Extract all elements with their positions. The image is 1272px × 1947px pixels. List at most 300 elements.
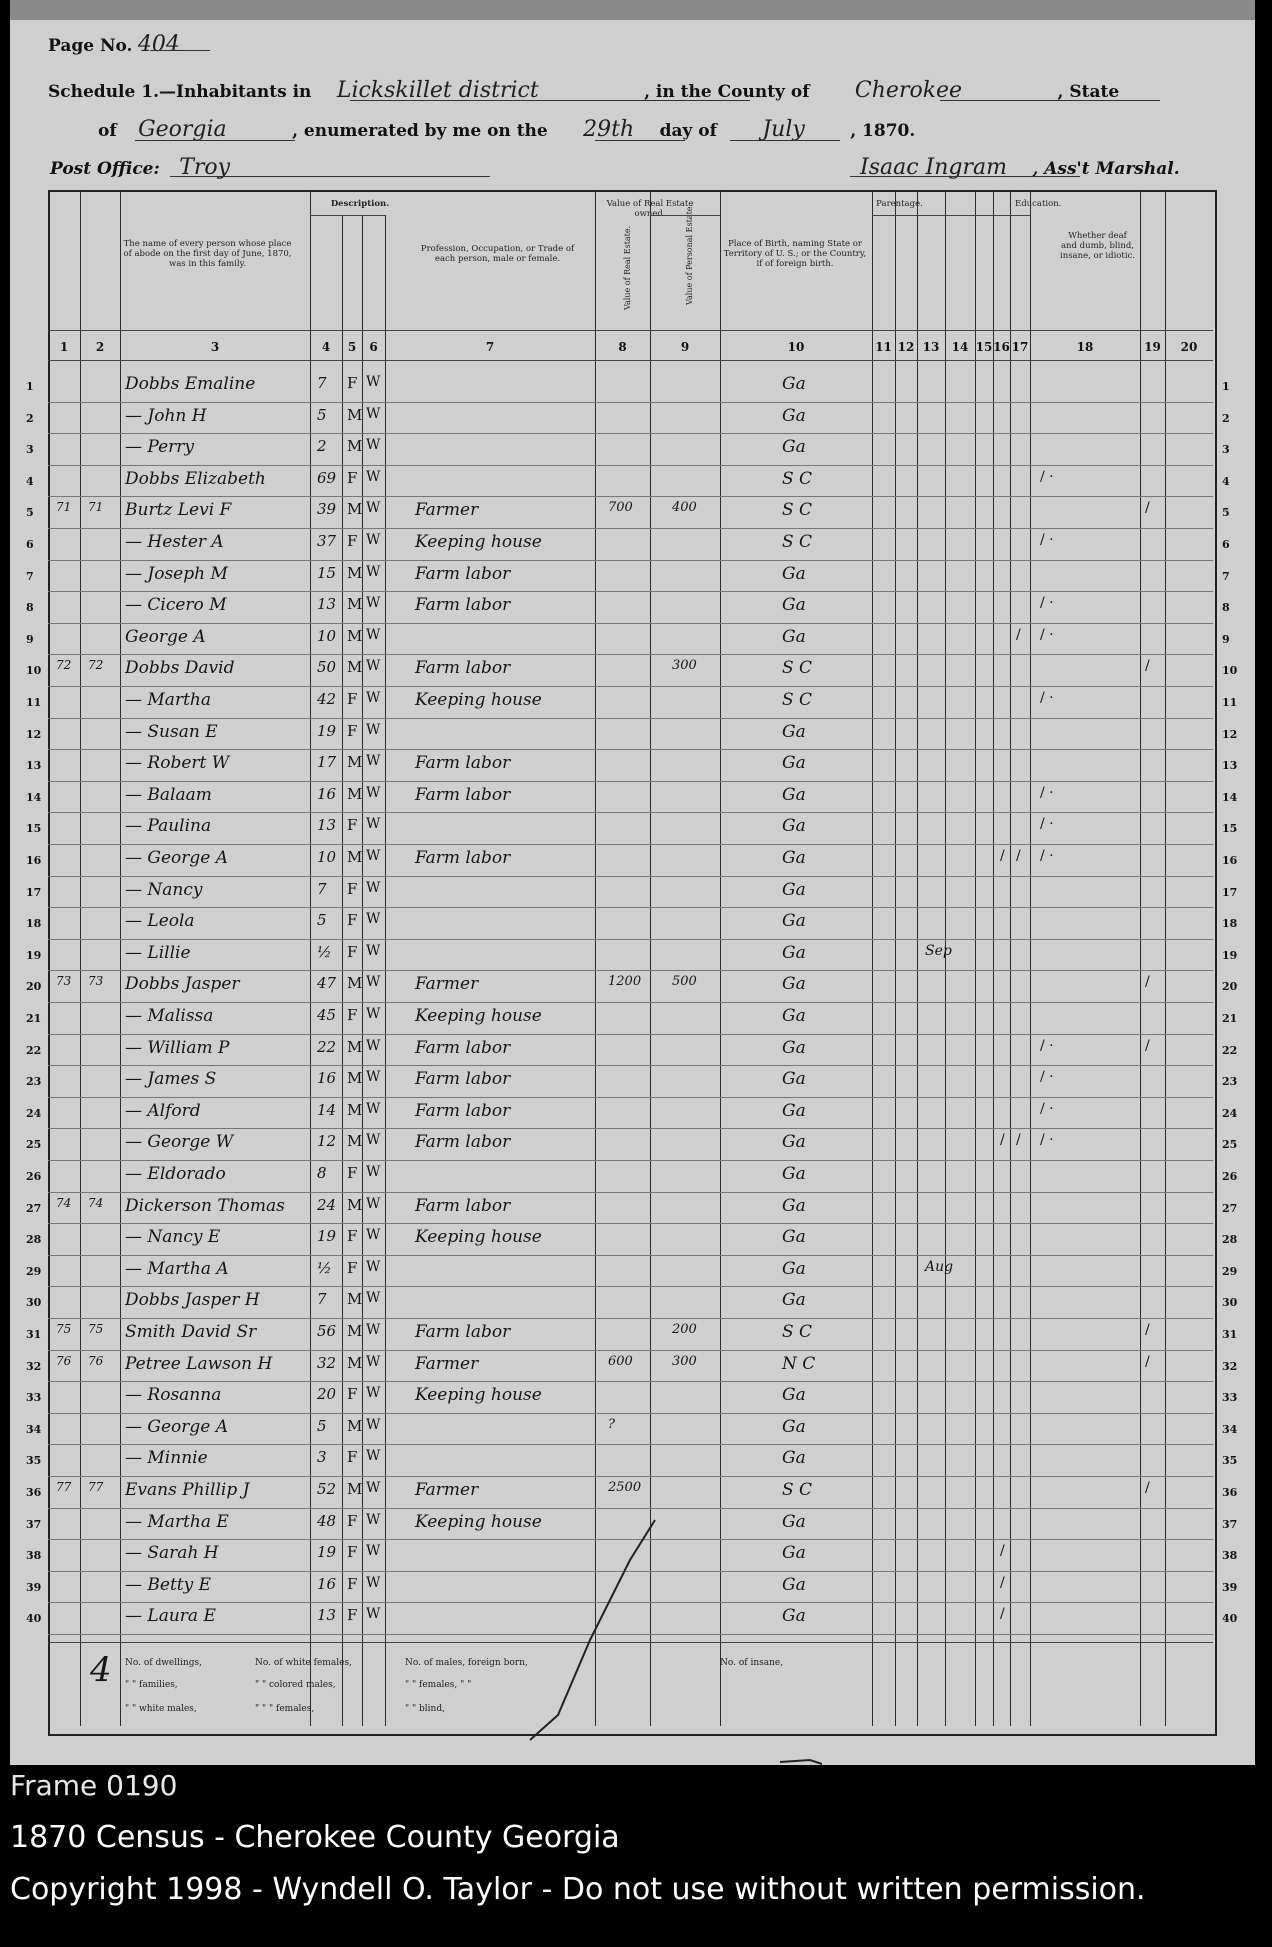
person-occupation: Farmer [415,974,479,995]
line-number-right: 4 [1222,474,1230,488]
line-number-left: 18 [26,917,42,931]
person-sex: F [347,911,358,930]
line-number-left: 12 [26,727,42,741]
person-color: W [366,1100,381,1117]
birthplace: Ga [782,405,806,426]
birthplace: N C [782,1353,816,1374]
person-sex: M [347,848,363,866]
person-age: 5 [317,405,327,424]
mark-col-17: / · [1040,1132,1054,1149]
real-estate-value: 2500 [608,1480,642,1495]
line-number-right: 29 [1222,1264,1238,1278]
person-sex: M [347,500,363,519]
line-number-left: 13 [26,759,42,773]
mark-col-19: / [1145,658,1150,675]
family-number: 72 [88,658,104,673]
line-number-right: 11 [1222,696,1238,709]
line-number-left: 1 [26,380,34,393]
birthplace: S C [782,690,813,710]
person-name: — Hester A [125,532,224,552]
person-color: W [366,1385,381,1402]
person-occupation: Farm labor [415,563,511,584]
schedule-label: Schedule 1.—Inhabitants in [48,82,312,102]
line-number-right: 12 [1222,727,1238,741]
birthplace: Ga [782,848,806,868]
real-estate-value: ? [608,1416,615,1432]
person-sex: F [347,1543,358,1562]
line-number-right: 33 [1222,1391,1238,1405]
person-color: W [366,374,381,390]
person-color: W [366,500,381,517]
person-sex: M [347,658,363,677]
birthplace: Ga [782,1574,806,1595]
mark-col-15: / [1000,1606,1005,1623]
line-number-left: 33 [26,1391,42,1405]
person-sex: F [347,1385,358,1404]
mark-col-19: / [1145,1480,1150,1496]
line-number-right: 22 [1222,1043,1238,1057]
month-value: July [762,117,805,142]
line-number-right: 40 [1222,1612,1238,1626]
birthplace: Ga [782,1006,806,1026]
birthplace: Ga [782,1416,806,1437]
person-age: 50 [317,658,337,677]
line-number-left: 26 [26,1170,42,1183]
mark-col-15: / [1000,1543,1005,1560]
summary-white-males: " " white males, [125,1704,197,1714]
birthplace: Ga [782,1069,806,1090]
enumerated-label: , enumerated by me on the [292,121,548,141]
person-sex: M [347,1132,363,1151]
year-label: , 1870. [850,121,916,141]
person-occupation: Farm labor [415,658,511,679]
district-value: Lickskillet district [336,78,539,103]
birthplace: Ga [782,595,806,616]
mark-col-15: / [1000,848,1005,864]
dwelling-number: 71 [56,500,72,515]
person-color: W [366,1543,381,1560]
person-color: W [366,1480,381,1496]
column-number: 1 [59,340,69,354]
person-occupation: Farm labor [415,784,511,805]
person-name: — James S [125,1069,217,1090]
summary-foreign-females: " " females, " " [405,1680,472,1690]
line-number-left: 23 [26,1075,42,1089]
person-sex: F [347,1164,358,1182]
column-number: 19 [1144,340,1161,354]
person-age: 16 [317,784,337,803]
line-number-left: 31 [26,1328,42,1341]
person-occupation: Farm labor [415,1037,511,1058]
person-color: W [366,1006,381,1022]
line-number-left: 34 [26,1422,42,1436]
occupation-column-header: Profession, Occupation, or Trade of each person, male or female. [420,244,575,264]
column-number: 3 [210,340,220,354]
person-name: Dickerson Thomas [125,1195,285,1216]
person-color: W [366,1353,381,1370]
birthplace: Ga [782,1258,806,1279]
birthplace: Ga [782,974,806,995]
person-sex: F [347,816,358,835]
person-age: 14 [317,1100,337,1119]
line-number-left: 22 [26,1043,42,1057]
line-number-right: 30 [1222,1296,1238,1310]
column-number: 9 [680,340,690,354]
column-number: 8 [618,340,627,354]
line-number-left: 29 [26,1264,42,1278]
person-sex: F [347,374,358,392]
person-name: — Eldorado [125,1164,226,1184]
birthplace: S C [782,468,813,489]
line-number-left: 7 [26,569,34,583]
person-sex: M [347,1322,363,1340]
line-number-left: 4 [26,474,34,488]
line-number-right: 9 [1222,632,1230,646]
summary-colored-males: " " colored males, [255,1680,336,1690]
birthplace: Ga [782,721,806,742]
person-name: — Minnie [125,1448,208,1469]
line-number-right: 19 [1222,948,1238,962]
person-name: — Sarah H [125,1543,219,1564]
mark-col-19: / [1145,500,1150,517]
column-number: 11 [875,340,892,354]
line-number-left: 19 [26,948,42,962]
caption-block [10,1760,1260,1916]
person-sex: M [347,1069,363,1088]
person-name: — Nancy [125,879,203,900]
dwelling-number: 73 [56,974,72,989]
birthplace: Ga [782,1164,806,1184]
person-name: — Perry [125,437,194,458]
person-age: 16 [317,1574,337,1593]
person-occupation: Farmer [415,500,479,521]
person-age: 2 [317,437,327,456]
person-occupation: Keeping house [415,1385,542,1406]
person-occupation: Farm labor [415,1069,511,1090]
person-age: 15 [317,563,337,582]
deaf-column-header: Whether deaf and dumb, blind, insane, or idiotic. [1060,231,1136,261]
person-color: W [366,784,381,801]
person-occupation: Farm labor [415,753,511,774]
line-number-right: 24 [1222,1106,1238,1120]
mark-col-17: / · [1040,626,1054,643]
line-number-right: 26 [1222,1170,1238,1183]
mark-col-17: / · [1040,784,1054,801]
person-sex: M [347,1416,363,1435]
person-name: Smith David Sr [125,1322,257,1342]
person-color: W [366,1574,381,1591]
person-name: Dobbs Elizabeth [125,468,266,489]
line-number-right: 17 [1222,885,1238,899]
line-number-left: 30 [26,1296,42,1310]
line-number-left: 5 [26,506,34,520]
line-number-right: 36 [1222,1486,1238,1499]
birthplace: S C [782,1322,813,1342]
birthplace: Ga [782,784,806,805]
person-color: W [366,1037,381,1054]
census-title: 1870 Census - Cherokee County Georgia [10,1820,620,1855]
value-column-header: Value of Real Estate owned. [606,199,694,219]
line-number-right: 21 [1222,1012,1238,1025]
birthplace: Ga [782,563,806,584]
person-name: — George W [125,1132,234,1153]
line-number-left: 24 [26,1106,42,1120]
marshal-name: Isaac Ingram [860,155,1007,180]
column-number: 10 [787,340,805,354]
person-age: 19 [317,721,337,740]
line-number-left: 11 [26,696,42,709]
person-sex: M [347,1037,363,1056]
person-color: W [366,1258,381,1275]
person-color: W [366,816,381,833]
line-number-right: 7 [1222,569,1230,583]
line-number-right: 37 [1222,1517,1238,1531]
person-color: W [366,468,381,485]
person-name: — Balaam [125,784,212,805]
line-number-right: 15 [1222,822,1238,836]
mark-col-19: / [1145,1353,1150,1370]
mark-col-16: / [1016,1132,1021,1149]
person-sex: F [347,1227,358,1246]
birthplace: Ga [782,437,806,458]
line-number-left: 6 [26,538,34,551]
person-age: ½ [317,1258,332,1277]
person-name: — William P [125,1037,230,1058]
column-number: 20 [1180,340,1198,354]
person-color: W [366,879,381,896]
day-label: day of [659,121,717,141]
person-sex: M [347,1290,363,1309]
person-sex: F [347,721,358,740]
line-number-right: 25 [1222,1138,1238,1152]
birthplace: Ga [782,1195,806,1216]
mark-col-15: / [1000,1132,1005,1149]
person-name: — Robert W [125,753,230,774]
person-sex: M [347,563,363,582]
birthplace: S C [782,532,813,552]
mark-col-19: / [1145,1322,1150,1338]
person-name: Petree Lawson H [125,1353,273,1374]
person-occupation: Farm labor [415,848,511,868]
person-age: 47 [317,974,337,993]
birthplace: S C [782,500,813,521]
person-name: — Malissa [125,1006,214,1026]
personal-estate-value: 200 [672,1322,697,1337]
summary-blind: " " blind, [405,1704,445,1714]
line-number-left: 17 [26,885,42,899]
person-occupation: Farmer [415,1353,479,1374]
birthplace: Ga [782,1100,806,1121]
birth-month-mark: Aug [925,1258,954,1275]
person-sex: M [347,595,363,614]
state-value: Georgia [138,117,227,142]
state-label: , State [1057,82,1120,102]
personal-estate-value: 500 [672,974,697,990]
birthplace: Ga [782,1385,806,1406]
frame-label: Frame 0190 [10,1769,178,1802]
line-number-right: 32 [1222,1359,1238,1373]
person-sex: F [347,690,358,708]
family-number: 74 [88,1195,104,1210]
line-number-right: 8 [1222,601,1230,615]
person-age: 12 [317,1132,337,1151]
dwelling-number: 77 [56,1480,72,1494]
birthplace: Ga [782,753,806,774]
birthplace: Ga [782,816,806,837]
person-age: 10 [317,626,337,645]
column-number: 15 [975,340,993,354]
line-number-left: 15 [26,822,42,836]
person-color: W [366,1132,381,1149]
person-age: 10 [317,848,337,866]
birthplace: S C [782,658,813,679]
line-number-right: 31 [1222,1328,1238,1341]
dwelling-number: 75 [56,1322,72,1336]
person-sex: M [347,974,363,993]
line-number-right: 5 [1222,506,1230,520]
person-age: 17 [317,753,337,772]
person-occupation: Farm labor [415,1132,511,1153]
person-age: 24 [317,1195,337,1214]
person-occupation: Keeping house [415,1511,542,1532]
person-age: 42 [317,690,337,708]
birthplace: Ga [782,1132,806,1153]
mark-col-17: / · [1040,848,1054,864]
line-number-right: 1 [1222,380,1230,393]
person-name: — Joseph M [125,563,228,584]
person-color: W [366,1511,381,1528]
person-name: George A [125,626,206,647]
family-number: 75 [88,1322,104,1336]
person-age: 32 [317,1353,337,1372]
person-name: — Rosanna [125,1385,222,1406]
person-age: 7 [317,374,327,392]
person-name: — Cicero M [125,595,227,616]
mark-col-19: / [1145,974,1150,991]
personal-estate-value: 400 [672,500,697,516]
person-color: W [366,753,381,770]
person-color: W [366,563,381,580]
copyright-notice: Copyright 1998 - Wyndell O. Taylor - Do not use without written permission. [10,1872,1146,1907]
marshal-label: , Ass't Marshal. [1032,159,1180,179]
person-color: W [366,1069,381,1086]
person-occupation: Farm labor [415,1195,511,1216]
person-name: — George A [125,848,229,868]
person-name: — Martha A [125,1258,229,1279]
mark-col-16: / [1016,848,1021,864]
person-color: W [366,595,381,612]
birthplace: Ga [782,374,806,394]
day-value: 29th [583,117,635,142]
name-column-header: The name of every person whose place of abode on the first day of June, 1870, was in this family. [123,239,292,269]
person-name: Dobbs Jasper H [125,1290,260,1311]
person-color: W [366,1416,381,1433]
birthplace-column-header: Place of Birth, naming State or Territory of U. S.; or the Country, if of foreign birth. [723,239,867,269]
family-number: 71 [88,500,104,515]
line-number-right: 3 [1222,443,1230,457]
line-number-left: 32 [26,1359,42,1373]
line-number-right: 38 [1222,1549,1238,1563]
line-number-right: 34 [1222,1422,1238,1436]
column-number: 6 [369,340,378,354]
mark-col-17: / · [1040,595,1054,612]
person-sex: F [347,468,358,487]
birthplace: Ga [782,1290,806,1311]
post-office-value: Troy [179,155,231,180]
person-color: W [366,848,381,864]
line-number-left: 9 [26,632,34,646]
personal-estate-column-header: Value of Personal Estate. [685,203,694,305]
line-number-left: 35 [26,1454,42,1468]
line-number-left: 16 [26,854,42,867]
summary-foreign-males: No. of males, foreign born, [405,1658,528,1668]
person-age: 5 [317,911,327,930]
person-color: W [366,1227,381,1244]
person-color: W [366,1164,381,1180]
person-color: W [366,405,381,422]
column-number: 16 [993,340,1010,354]
person-age: 13 [317,1606,337,1625]
line-number-right: 14 [1222,790,1238,804]
person-age: 16 [317,1069,337,1088]
person-age: 37 [317,532,337,550]
line-number-left: 14 [26,790,42,804]
column-number: 4 [321,340,331,354]
birthplace: Ga [782,942,806,963]
summary-females: " " " females, [255,1704,315,1714]
line-number-left: 40 [26,1612,42,1626]
birthplace: Ga [782,911,806,932]
dwelling-number: 74 [56,1195,72,1210]
birthplace: S C [782,1480,813,1500]
mark-col-17: / · [1040,690,1054,706]
person-color: W [366,1290,381,1307]
birthplace: Ga [782,1511,806,1532]
person-age: 8 [317,1164,327,1182]
page-no-label: Page No. [48,36,133,56]
person-sex: M [347,784,363,803]
person-occupation: Keeping house [415,1227,542,1248]
person-age: 22 [317,1037,337,1056]
person-age: 13 [317,595,337,614]
person-name: — Martha E [125,1511,229,1532]
summary-dwellings: No. of dwellings, [125,1658,202,1668]
summary-total-mark: 4 [90,1650,112,1690]
line-number-left: 2 [26,411,34,425]
person-age: 56 [317,1322,337,1340]
mark-col-17: / · [1040,532,1054,548]
person-age: ½ [317,942,332,961]
person-name: — Betty E [125,1574,212,1595]
column-number: 18 [1076,340,1094,354]
column-number: 14 [951,340,969,354]
person-sex: M [347,405,363,424]
person-color: W [366,690,381,706]
mark-col-15: / [1000,1574,1005,1591]
person-occupation: Keeping house [415,1006,542,1026]
line-number-left: 3 [26,443,34,457]
mark-col-19: / [1145,1037,1150,1054]
line-number-left: 39 [26,1580,42,1594]
personal-estate-value: 300 [672,1353,697,1369]
person-sex: F [347,532,358,550]
line-number-right: 35 [1222,1454,1238,1468]
page-no-value: 404 [137,32,180,57]
dwelling-number: 72 [56,658,72,673]
summary-families: " " families, [125,1680,178,1690]
person-sex: F [347,1448,358,1467]
line-number-right: 27 [1222,1201,1238,1215]
